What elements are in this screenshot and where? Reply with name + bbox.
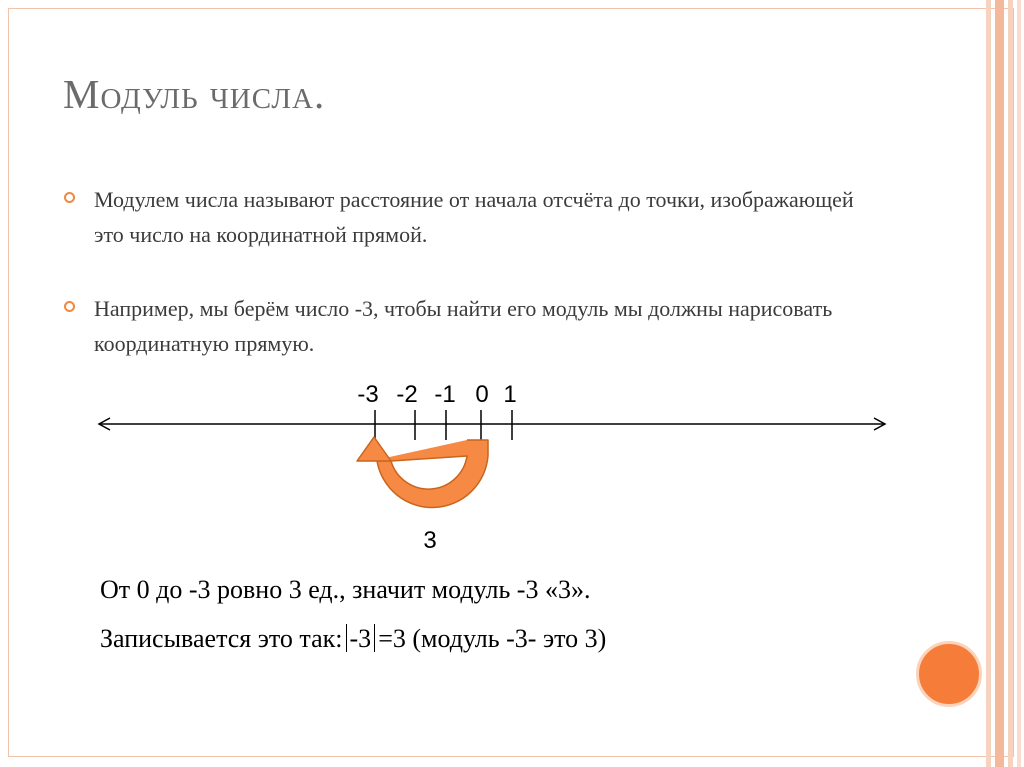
notation-value: -3: [349, 624, 372, 653]
bullet-text: Например, мы берём число -3, чтобы найти его модуль мы должны нарисовать координатную прямую.: [94, 296, 833, 356]
tick-label: 1: [503, 381, 517, 408]
bullet-text: Модулем числа называют расстояние от начала отсчёта до точки, изображающей это число на координатной прямой.: [94, 187, 854, 247]
tick-label: 0: [475, 381, 489, 408]
distance-label: 3: [423, 527, 437, 554]
notation-prefix: Записывается это так:: [100, 624, 343, 653]
tick-label: -2: [396, 381, 418, 408]
absolute-value-bar: [374, 624, 375, 652]
absolute-value-bar: [346, 624, 347, 652]
notation-suffix: =3 (модуль -3- это 3): [378, 624, 607, 653]
tick-label: -3: [357, 381, 379, 408]
decorative-circle: [916, 641, 982, 707]
curved-arrow-icon: [357, 437, 488, 507]
conclusion-text: От 0 до -3 ровно 3 ед., значит модуль -3 «3».: [100, 575, 591, 604]
slide-title: Модуль числа.: [63, 71, 326, 117]
notation-text: [100, 624, 606, 652]
tick-label: -1: [434, 381, 456, 408]
